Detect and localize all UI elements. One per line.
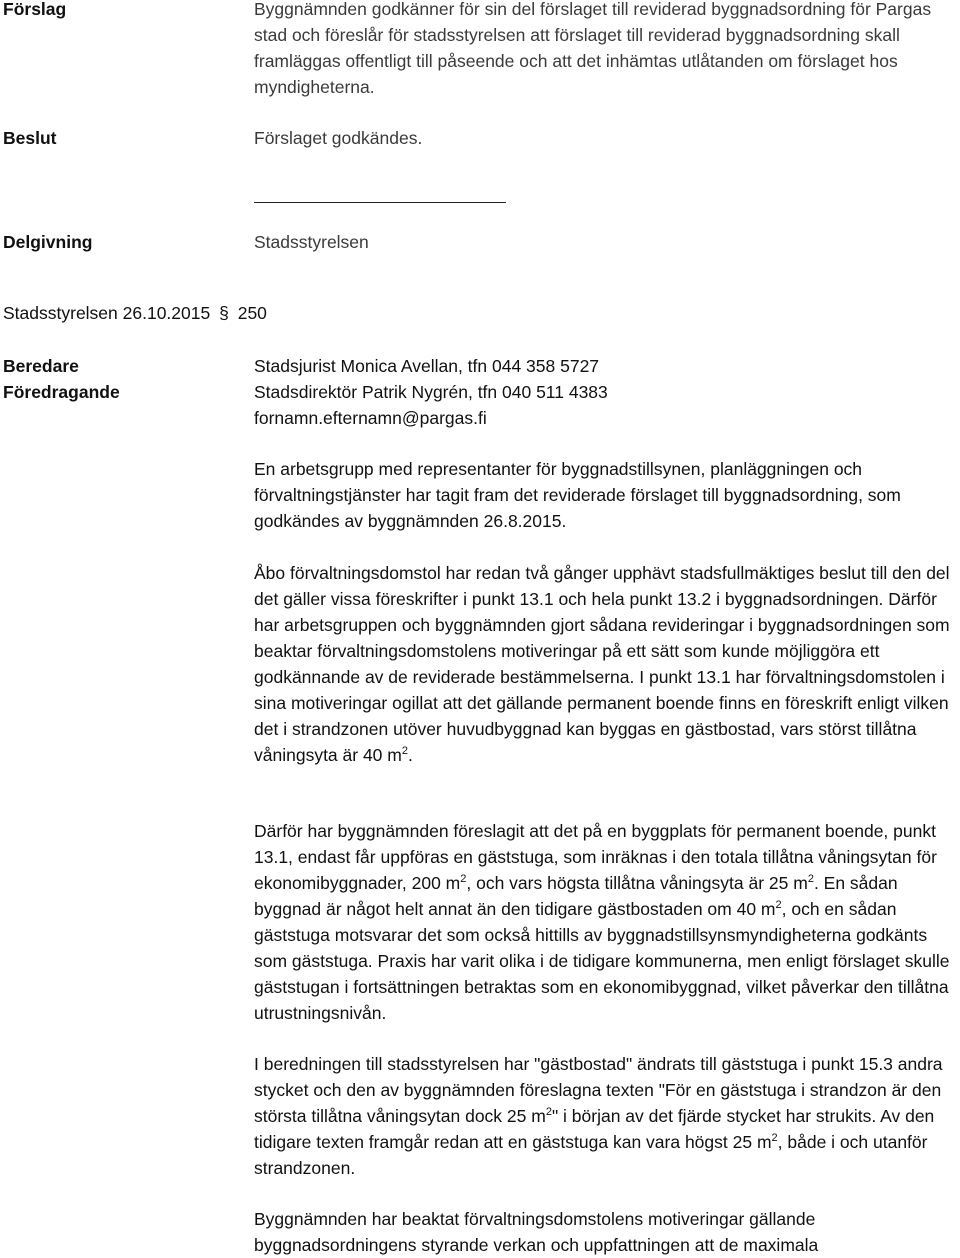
delgivning-label: Delgivning — [3, 232, 93, 252]
beredare-text: Stadsjurist Monica Avellan, tfn 044 358 5727 — [254, 356, 600, 376]
delgivning-text: Stadsstyrelsen — [254, 232, 369, 252]
meeting-header — [3, 300, 267, 326]
beslut-text: Förslaget godkändes. — [254, 128, 423, 148]
beslut-label: Beslut — [3, 128, 57, 148]
section-divider — [254, 202, 506, 203]
forslag-label: Förslag — [3, 0, 67, 19]
beredare-label: Beredare — [3, 356, 79, 376]
foredragande-email: fornamn.efternamn@pargas.fi — [254, 408, 487, 428]
paragraph-3: Därför har byggnämnden föreslagit att det på en byggplats för permanent boende, punkt 13.1, endast får uppföras en gäststuga, som inräknas i den totala tillåtna våningsytan för ekonomibyggnader, 200 $m^2$, och vars högsta tillåtna våningsyta är 25 $m^2$. En sådan byggnad är något helt annat än den tidigare gästbostaden om 40 $m^2$, och en sådan gäststuga motsvarar det som också hittills av byggnadstillsynsmyndigheterna godkänts som gäststuga. Praxis har varit olika i de tidigare kommunerna, men enligt förslaget skulle gäststugan i fortsättningen betraktas som en ekonomibyggnad, vilket påverkar den tillåtna utrustningsnivån. — [254, 821, 950, 1023]
foredragande-label: Föredragande — [3, 382, 120, 402]
meeting-body: Stadsstyrelsen 26.10.2015 — [3, 303, 211, 323]
paragraph-2: Åbo förvaltningsdomstol har redan två gånger upphävt stadsfullmäktiges beslut till den del det gäller vissa föreskrifter i punkt 13.1 och hela punkt 13.2 i byggnadsordningen. Därför har arbetsgruppen och byggnämnden gjort sådana revideringar i byggnadsordningen som beaktar förvaltningsdomstolens motiveringar på ett sätt som kunde möjliggöra ett godkännande av de reviderade bestämmelserna. I punkt 13.1 har förvaltningsdomstolen i sina motiveringar ogillat att det gällande permanent boende finns en föreskrift enligt vilken det i strandzonen utöver huvudbyggnad kan byggas en gästbostad, vars störst tillåtna våningsyta är 40 $m^2$. — [254, 563, 950, 765]
paragraph-5: Byggnämnden har beaktat förvaltningsdomstolens motiveringar gällande byggnadsordningens styrande verkan och uppfattningen att de maximala — [254, 1209, 819, 1255]
foredragande-text: Stadsdirektör Patrik Nygrén, tfn 040 511 4383 — [254, 382, 608, 402]
paragraph-4: I beredningen till stadsstyrelsen har "gästbostad" ändrats till gäststuga i punkt 15.3 andra stycket och den av byggnämnden föreslagna texten "För en gäststuga i strandzon är den största tillåtna våningsytan dock 25 $m^2$" i början av det fjärde stycket har strukits. Av den tidigare texten framgår redan att en gäststuga kan vara högst 25 $m^2$, både i och utanför strandzonen. — [254, 1054, 943, 1178]
paragraph-1: En arbetsgrupp med representanter för byggnadstillsynen, planläggningen och förvaltningstjänster har tagit fram det reviderade förslaget till byggnadsordning, som godkändes av byggnämnden 26.8.2015. — [254, 459, 901, 531]
section-sign-icon: § — [219, 303, 229, 323]
meeting-number: 250 — [237, 303, 267, 323]
forslag-text: Byggnämnden godkänner för sin del förslaget till reviderad byggnadsordning för Pargas stad och föreslår för stadsstyrelsen att förslaget till reviderad byggnadsordning skall framläggas offentligt till påseende och att det inhämtas utlåtanden om förslaget hos myndigheterna. — [254, 0, 932, 97]
